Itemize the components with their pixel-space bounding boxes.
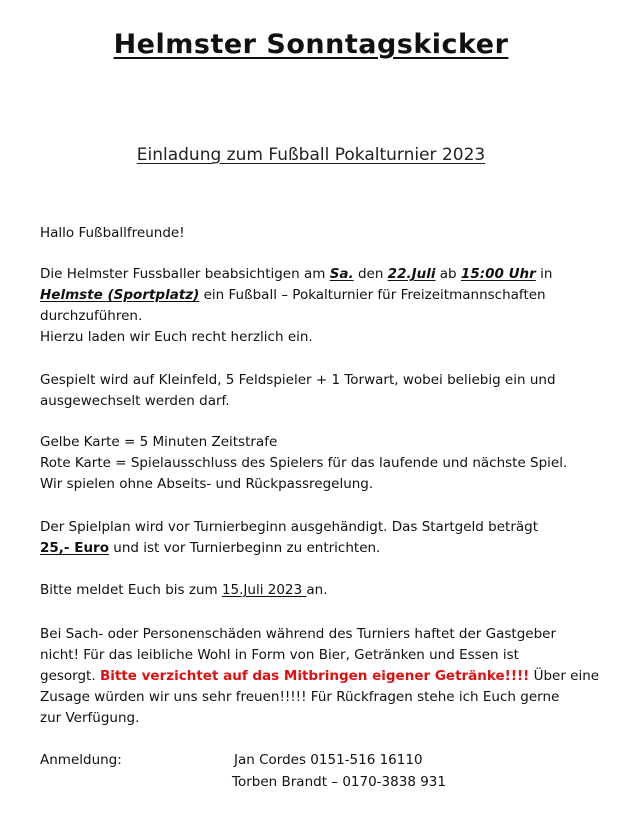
paragraph-cards — [40, 432, 610, 495]
text: ein Fußball – Pokalturnier für Freizeitmannschaften — [199, 287, 546, 303]
liability-line-5: zur Verfügung. — [40, 710, 140, 726]
text: den — [353, 266, 388, 282]
greeting-text: Hallo Fußballfreunde! — [40, 225, 185, 241]
liability-line-2: nicht! Für das leibliche Wohl in Form von Bier, Getränken und Essen ist — [40, 647, 519, 663]
fee-line — [40, 538, 610, 559]
event-time: 15:00 Uhr — [460, 266, 536, 282]
drinks-warning: Bitte verzichtet auf das Mitbringen eigener Getränke!!!! — [99, 668, 530, 684]
paragraph-liability — [40, 624, 610, 729]
text: Über eine — [529, 668, 600, 684]
rules-line-1: Gespielt wird auf Kleinfeld, 5 Feldspieler + 1 Torwart, wobei beliebig ein und — [40, 372, 556, 388]
text: in — [535, 266, 553, 282]
liability-line-4: Zusage würden wir uns sehr freuen!!!!! Für Rückfragen stehe ich Euch gerne — [40, 689, 560, 705]
document-title: Helmster Sonntagskicker — [113, 29, 509, 60]
paragraph-deadline — [40, 580, 610, 601]
document-subtitle: Einladung zum Fußball Pokalturnier 2023 — [136, 145, 486, 165]
deadline-line — [40, 580, 610, 601]
paragraph-event-details — [40, 264, 610, 348]
event-date: 22.Juli — [387, 266, 436, 282]
text: Bitte meldet Euch bis zum — [40, 582, 222, 598]
yellow-card-line: Gelbe Karte = 5 Minuten Zeitstrafe — [40, 434, 278, 450]
registration-label: Anmeldung: — [40, 752, 122, 768]
schedule-line: Der Spielplan wird vor Turnierbeginn ausgehändigt. Das Startgeld beträgt — [40, 519, 539, 535]
paragraph-rules — [40, 370, 610, 412]
registration-deadline: 15.Juli 2023 — [221, 582, 307, 598]
event-place: Helmste (Sportplatz) — [40, 287, 200, 303]
paragraph-schedule-fee — [40, 517, 610, 559]
event-line-1 — [40, 264, 610, 285]
event-line-3: durchzuführen. — [40, 308, 143, 324]
text: gesorgt. — [40, 668, 100, 684]
event-line-4: Hierzu laden wir Euch recht herzlich ein. — [40, 329, 313, 345]
event-line-2 — [40, 285, 610, 306]
contact-torben-brandt: Torben Brandt – 0170-3838 931 — [232, 774, 446, 790]
liability-line-3 — [40, 666, 610, 687]
offside-line: Wir spielen ohne Abseits- und Rückpassregelung. — [40, 476, 374, 492]
text: Die Helmster Fussballer beabsichtigen am — [40, 266, 330, 282]
contact-jan-cordes: Jan Cordes 0151-516 16110 — [234, 752, 423, 768]
event-day: Sa. — [329, 266, 354, 282]
text: an. — [306, 582, 328, 598]
entry-fee: 25,- Euro — [40, 540, 109, 556]
red-card-line: Rote Karte = Spielausschluss des Spielers für das laufende und nächste Spiel. — [40, 455, 568, 471]
greeting — [40, 223, 610, 244]
text: ab — [435, 266, 461, 282]
text: und ist vor Turnierbeginn zu entrichten. — [108, 540, 381, 556]
rules-line-2: ausgewechselt werden darf. — [40, 393, 230, 409]
liability-line-1: Bei Sach- oder Personenschäden während des Turniers haftet der Gastgeber — [40, 626, 557, 642]
